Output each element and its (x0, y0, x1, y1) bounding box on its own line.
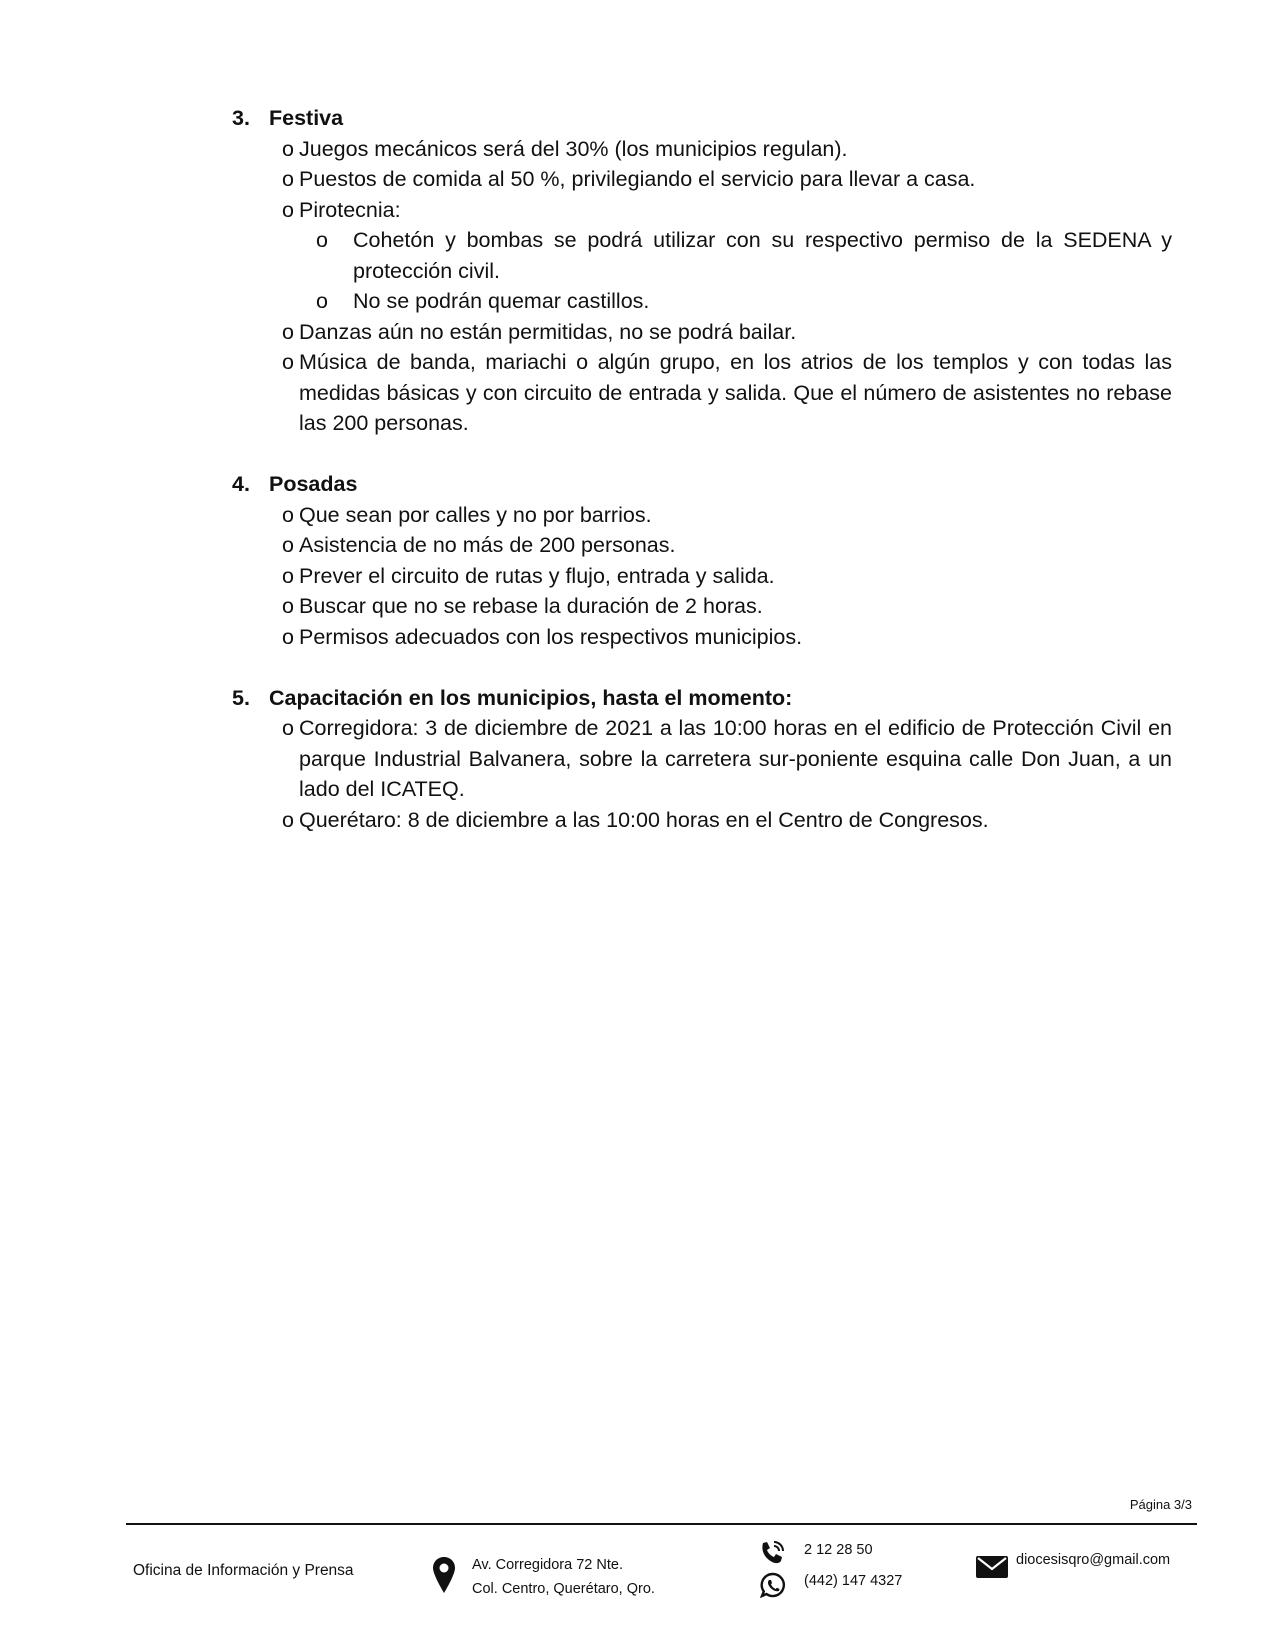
email-address[interactable]: diocesisqro@gmail.com (1016, 1552, 1171, 1568)
bullet: o (282, 167, 294, 191)
list-item-text: Permisos adecuados con los respectivos municipios. (299, 624, 803, 649)
bullet: o (282, 624, 294, 649)
bullet: o (282, 533, 294, 557)
address (472, 1553, 655, 1601)
list-item (232, 347, 1172, 439)
section-heading (232, 469, 1172, 500)
section-number: 4. (232, 472, 250, 496)
office-name: Oficina de Información y Prensa (133, 1562, 354, 1579)
sub-list-item-text: Cohetón y bombas se podrá utilizar con su respectivo permiso de la SEDENA y protección civil. (353, 228, 1172, 283)
list-item-text: Corregidora: 3 de diciembre de 2021 a las 10:00 horas en el edificio de Protección Civil en parque Industrial Balvanera, sobre la carretera sur-poniente esquina calle Don Juan, a un lado del ICATEQ. (299, 716, 1172, 801)
location-pin-icon (432, 1556, 456, 1599)
footer (0, 1540, 1275, 1620)
bullet: o (282, 197, 294, 222)
list-item-text: Que sean por calles y no por barrios. (299, 502, 652, 527)
sub-list-item-text: No se podrán quemar castillos. (353, 289, 650, 313)
list-item-text: Puestos de comida al 50 %, privilegiando el servicio para llevar a casa. (299, 167, 976, 191)
address-line-2: Col. Centro, Querétaro, Qro. (472, 1581, 655, 1597)
bullet: o (282, 807, 294, 832)
list-item (232, 622, 1172, 653)
list-item-text: Querétaro: 8 de diciembre a las 10:00 horas en el Centro de Congresos. (299, 807, 989, 832)
list-item-text: Juegos mecánicos será del 30% (los municipios regulan). (299, 136, 848, 161)
list-item (232, 500, 1172, 531)
section-heading (232, 103, 1172, 134)
section-number: 5. (232, 685, 250, 710)
bullet: o (282, 716, 294, 740)
list-item (232, 561, 1172, 592)
list-item (232, 164, 1172, 195)
sub-list-item (232, 225, 1172, 286)
list-item-text: Asistencia de no más de 200 personas. (299, 533, 676, 557)
section-title: Posadas (269, 472, 358, 496)
whatsapp-icon (760, 1572, 786, 1603)
bullet: o (316, 289, 328, 313)
list-item (232, 530, 1172, 561)
list-item-text: Música de banda, mariachi o algún grupo, en los atrios de los templos y con todas las medidas básicas y con circuito de entrada y salida. Que el número de asistentes no rebase las 200 personas. (299, 350, 1172, 435)
email-icon (975, 1554, 1009, 1585)
bullet: o (282, 502, 294, 527)
list-item (232, 317, 1172, 348)
bullet: o (282, 319, 294, 344)
section-posadas (232, 469, 1172, 652)
list-item-text: Pirotecnia: (299, 197, 401, 222)
list-item-text: Buscar que no se rebase la duración de 2 horas. (299, 594, 763, 618)
sub-list-item (232, 286, 1172, 317)
section-title: Festiva (269, 106, 344, 130)
document-body (232, 103, 1172, 866)
list-item (232, 805, 1172, 836)
address-line-1: Av. Corregidora 72 Nte. (472, 1557, 623, 1573)
phone-number: 2 12 28 50 (804, 1542, 873, 1558)
bullet: o (282, 563, 294, 588)
section-title: Capacitación en los municipios, hasta el momento: (269, 685, 793, 710)
section-capacitacion (232, 683, 1172, 836)
list-item (232, 195, 1172, 226)
list-item (232, 713, 1172, 805)
footer-divider (126, 1523, 1197, 1525)
list-item (232, 591, 1172, 622)
list-item-text: Prever el circuito de rutas y flujo, entrada y salida. (299, 563, 775, 588)
list-item (232, 134, 1172, 165)
phone-icon (758, 1540, 786, 1571)
whatsapp-number: (442) 147 4327 (804, 1573, 903, 1589)
page-number: Página 3/3 (1129, 1497, 1192, 1512)
section-heading (232, 683, 1172, 714)
bullet: o (282, 594, 294, 618)
list-item-text: Danzas aún no están permitidas, no se podrá bailar. (299, 319, 797, 344)
bullet: o (282, 350, 294, 374)
section-festiva (232, 103, 1172, 439)
bullet: o (316, 228, 328, 252)
section-number: 3. (232, 106, 250, 130)
bullet: o (282, 136, 294, 161)
